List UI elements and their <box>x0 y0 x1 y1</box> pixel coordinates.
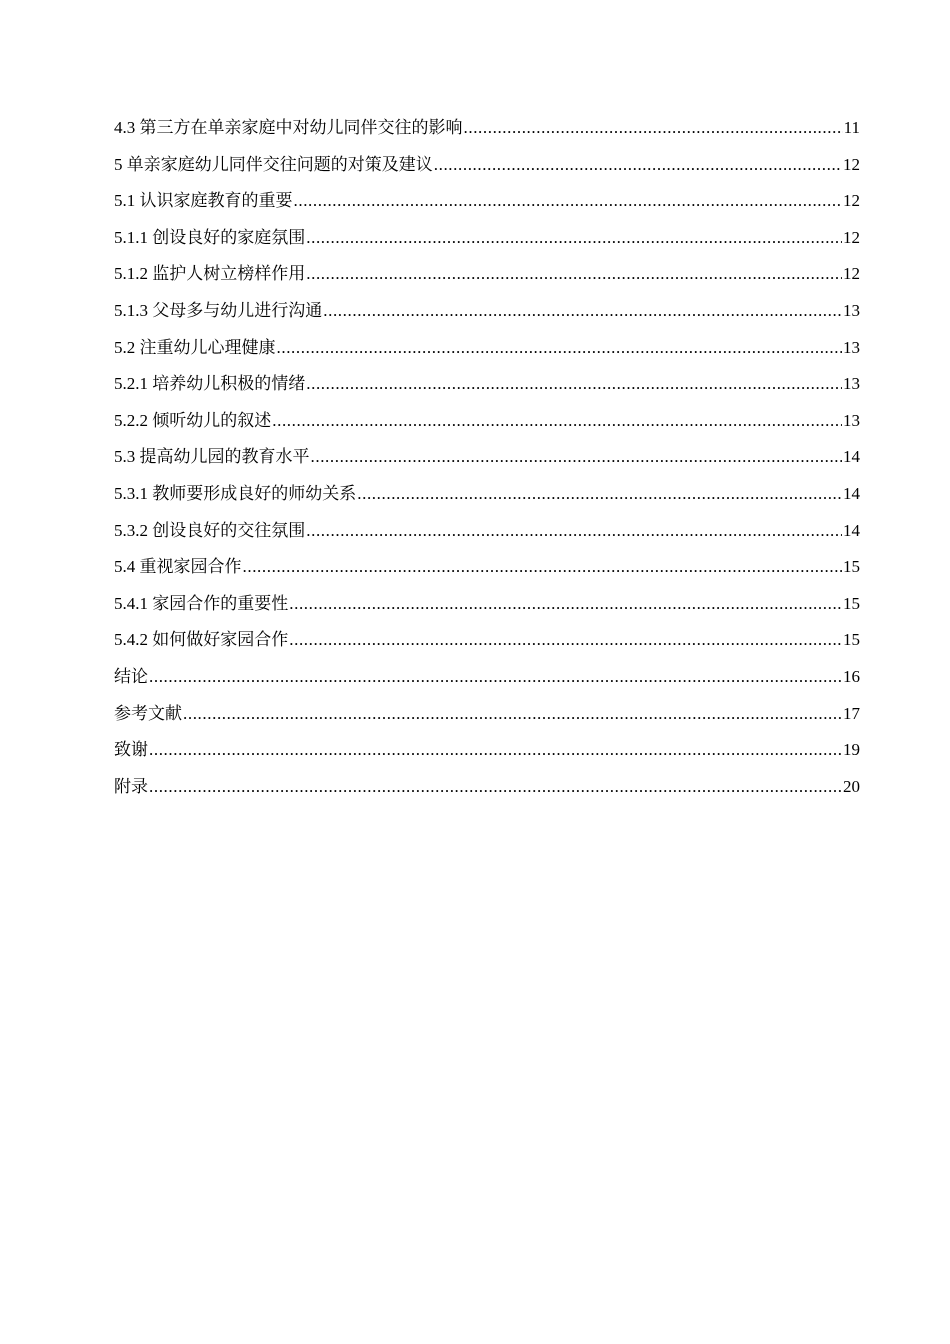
toc-entry[interactable] <box>114 659 860 696</box>
toc-entry[interactable] <box>114 586 860 623</box>
toc-entry-title: 附录 <box>114 776 148 796</box>
toc-dot-leader <box>464 110 843 147</box>
toc-entry[interactable] <box>114 110 860 147</box>
toc-entry-title: 结论 <box>114 666 148 686</box>
toc-dot-leader <box>306 366 842 403</box>
toc-entry-title: 5.1.1 创设良好的家庭氛围 <box>114 227 306 247</box>
toc-entry[interactable] <box>114 147 860 184</box>
toc-entry-title: 5.1 认识家庭教育的重要 <box>114 191 293 211</box>
toc-dot-leader <box>149 732 842 769</box>
toc-dot-leader <box>294 183 843 220</box>
toc-entry-title: 5.3.2 创设良好的交往氛围 <box>114 520 306 540</box>
toc-entry[interactable] <box>114 769 860 806</box>
toc-page-number: 16 <box>843 666 860 686</box>
toc-page-number: 11 <box>843 118 860 137</box>
toc-entry-title: 5.1.2 监护人树立榜样作用 <box>114 264 306 284</box>
toc-entry-title: 5.3 提高幼儿园的教育水平 <box>114 447 310 467</box>
toc-page-number: 15 <box>843 557 860 577</box>
toc-dot-leader <box>311 439 843 476</box>
toc-entry-title: 5.3.1 教师要形成良好的师幼关系 <box>114 483 357 503</box>
toc-entry-title: 5.2.1 培养幼儿积极的情绪 <box>114 374 306 394</box>
toc-dot-leader <box>149 769 842 806</box>
toc-dot-leader <box>306 513 842 550</box>
toc-entry-title: 5.1.3 父母多与幼儿进行沟通 <box>114 300 323 320</box>
toc-page-number: 13 <box>843 410 860 430</box>
toc-entry-title: 致谢 <box>114 740 148 760</box>
toc-page-number: 13 <box>843 300 860 320</box>
toc-entry-title: 5 单亲家庭幼儿同伴交往问题的对策及建议 <box>114 154 433 174</box>
toc-page-number: 14 <box>843 483 860 503</box>
toc-dot-leader <box>149 659 842 696</box>
toc-entry[interactable] <box>114 696 860 733</box>
toc-entry[interactable] <box>114 293 860 330</box>
toc-dot-leader <box>434 147 842 184</box>
toc-entry-title: 5.4.1 家园合作的重要性 <box>114 593 289 613</box>
toc-page-number: 12 <box>843 191 860 211</box>
toc-entry-title: 4.3 第三方在单亲家庭中对幼儿同伴交往的影响 <box>114 118 463 137</box>
toc-dot-leader <box>323 293 842 330</box>
toc-dot-leader <box>289 622 842 659</box>
toc-entry-title: 5.4.2 如何做好家园合作 <box>114 630 289 650</box>
toc-page-number: 14 <box>843 520 860 540</box>
toc-entry-title: 5.2 注重幼儿心理健康 <box>114 337 276 357</box>
toc-dot-leader <box>306 256 842 293</box>
table-of-contents <box>114 110 860 805</box>
toc-entry[interactable] <box>114 622 860 659</box>
toc-entry[interactable] <box>114 183 860 220</box>
toc-dot-leader <box>289 586 842 623</box>
toc-dot-leader <box>183 696 842 733</box>
toc-dot-leader <box>277 330 843 367</box>
toc-entry[interactable] <box>114 513 860 550</box>
toc-entry[interactable] <box>114 403 860 440</box>
toc-entry[interactable] <box>114 366 860 403</box>
toc-page-number: 19 <box>843 740 860 760</box>
toc-entry[interactable] <box>114 732 860 769</box>
toc-page-number: 13 <box>843 374 860 394</box>
toc-page-number: 15 <box>843 593 860 613</box>
toc-entry[interactable] <box>114 439 860 476</box>
toc-dot-leader <box>357 476 842 513</box>
toc-entry[interactable] <box>114 476 860 513</box>
toc-page-number: 13 <box>843 337 860 357</box>
toc-page-number: 12 <box>843 264 860 284</box>
toc-entry[interactable] <box>114 549 860 586</box>
toc-entry-title: 5.2.2 倾听幼儿的叙述 <box>114 410 272 430</box>
toc-dot-leader <box>272 403 842 440</box>
toc-entry[interactable] <box>114 220 860 257</box>
toc-page-number: 20 <box>843 776 860 796</box>
toc-page-number: 17 <box>843 703 860 723</box>
toc-page-number: 14 <box>843 447 860 467</box>
toc-page-number: 15 <box>843 630 860 650</box>
toc-entry-title: 5.4 重视家园合作 <box>114 557 242 577</box>
toc-dot-leader <box>306 220 842 257</box>
toc-dot-leader <box>243 549 843 586</box>
toc-entry[interactable] <box>114 256 860 293</box>
toc-page-number: 12 <box>843 154 860 174</box>
toc-page-number: 12 <box>843 227 860 247</box>
toc-entry[interactable] <box>114 330 860 367</box>
toc-entry-title: 参考文献 <box>114 703 182 723</box>
